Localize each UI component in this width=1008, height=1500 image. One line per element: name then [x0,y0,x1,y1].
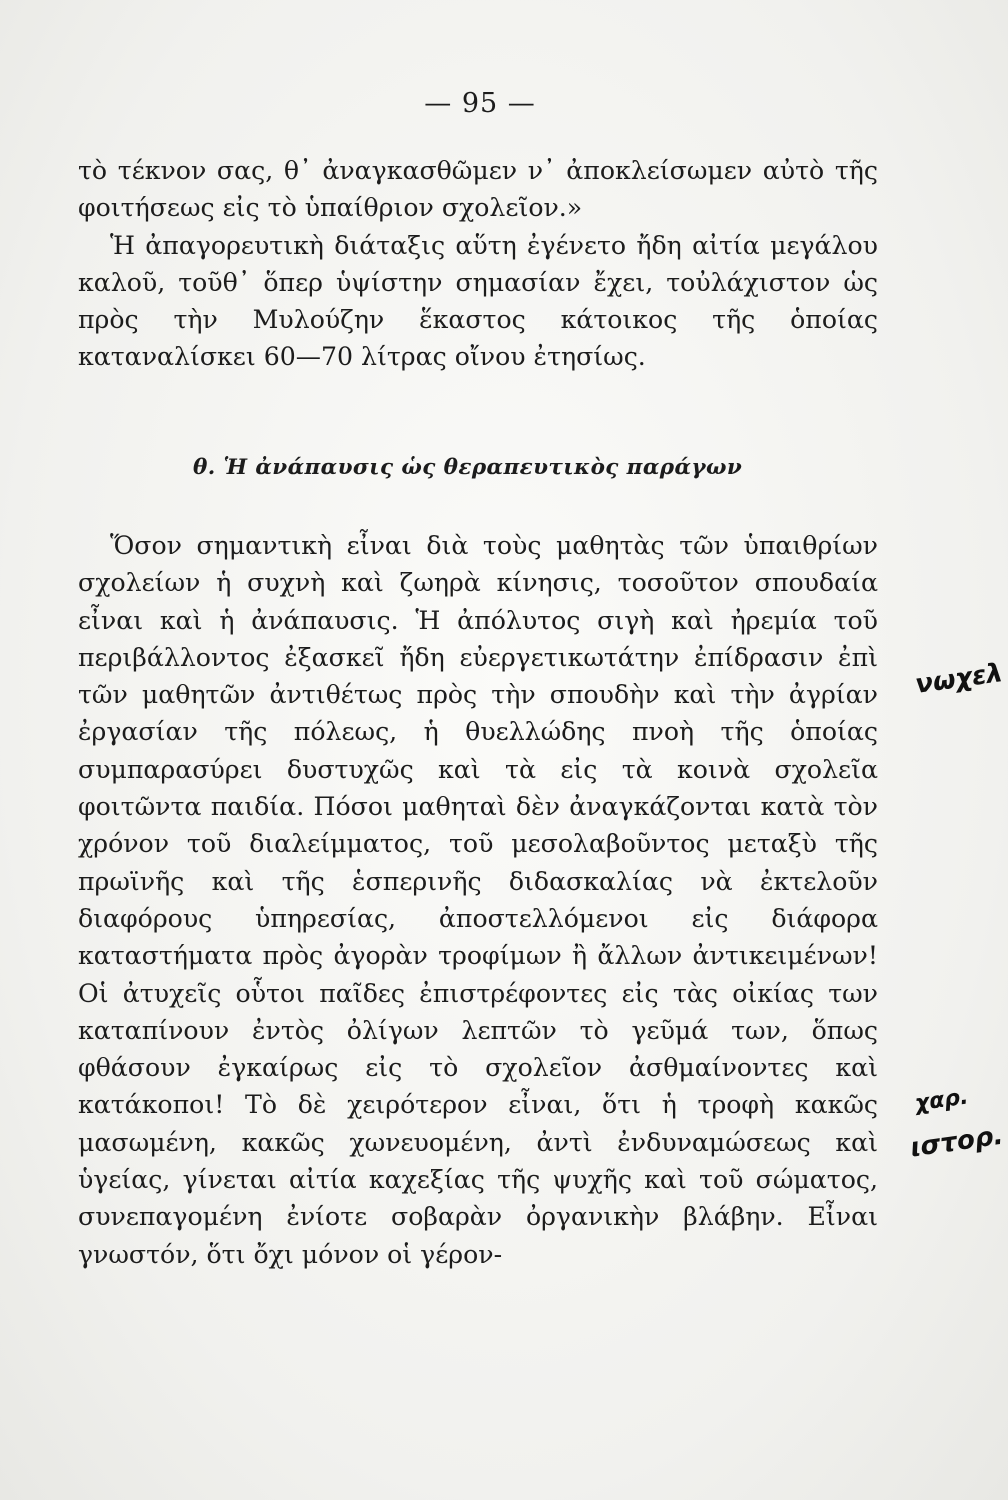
handwritten-margin-note: χαρ. [913,1084,970,1117]
handwritten-margin-note: νωχελ [913,658,1005,700]
paragraph-1-continuation: τὸ τέκνον σας, θ᾽ ἀναγκασθῶμεν ν᾽ ἀποκλείσωμεν αὐτὸ τῆς φοιτήσεως εἰς τὸ ὑπαίθριον σχολεῖον.» [78,156,878,223]
handwritten-margin-note: ιστορ. [908,1120,1005,1164]
paragraph-1-body: Ἡ ἀπαγορευτικὴ διάταξις αὕτη ἐγένετο ἤδη αἰτία μεγάλου καλοῦ, τοῦθ᾽ ὅπερ ὑψίστην σημασίαν ἔχει, τοὐλάχιστον ὡς πρὸς τὴν Μυλούζην ἕκαστος κάτοικος τῆς ὁποίας καταναλίσκει 60—70 λίτρας οἴνου ἐτησίως. [78,230,878,372]
section-heading: θ. Ἡ ἀνάπαυσις ὡς θεραπευτικὸς παράγων [193,455,743,480]
paragraph-2-body: Ὅσον σημαντικὴ εἶναι διὰ τοὺς μαθητὰς τῶν ὑπαιθρίων σχολείων ἡ συχνὴ καὶ ζωηρὰ κίνησις, τοσοῦτον σπουδαία εἶναι καὶ ἡ ἀνάπαυσις. Ἡ ἀπόλυτος σιγὴ καὶ ἠρεμία τοῦ περιβάλλοντος ἐξασκεῖ ἤδη εὐεργετικωτάτην ἐπίδρασιν ἐπὶ τῶν μαθητῶν ἀντιθέτως πρὸς τὴν σπουδὴν καὶ τὴν ἀγρίαν ἐργασίαν τῆς πόλεως, ἡ θυελλώδης πνοὴ τῆς ὁποίας συμπαρασύρει δυστυχῶς καὶ τὰ εἰς τὰ κοινὰ σχολεῖα φοιτῶντα παιδία. Πόσοι μαθηταὶ δὲν ἀναγκάζονται κατὰ τὸν χρόνον τοῦ διαλείμματος, τοῦ μεσολαβοῦντος μεταξὺ τῆς πρωϊνῆς καὶ τῆς ἑσπερινῆς διδασκαλίας νὰ ἐκτελοῦν διαφόρους ὑπηρεσίας, ἀποστελλόμενοι εἰς διάφορα καταστήματα πρὸς ἀγορὰν τροφίμων ἢ ἄλλων ἀντικειμένων! Οἱ ἀτυχεῖς οὗτοι παῖδες ἐπιστρέφοντες εἰς τὰς οἰκίας των καταπίνουν ἐντὸς ὀλίγων λεπτῶν τὸ γεῦμά των, ὅπως φθάσουν ἐγκαίρως εἰς τὸ σχολεῖον ἀσθμαίνοντες καὶ κατάκοποι! Τὸ δὲ χειρότερον εἶναι, ὅτι ἡ τροφὴ κακῶς μασωμένη, κακῶς χωνευομένη, ἀντὶ ἐνδυναμώσεως καὶ ὑγείας, γίνεται αἰτία καχεξίας τῆς ψυχῆς καὶ τοῦ σώματος, συνεπαγομένη ἐνίοτε σοβαρὰν ὀργανικὴν βλάβην. Εἶναι γνωστόν, ὅτι ὄχι μόνον οἱ γέρον- [78,531,878,1269]
paragraph-2 [78,527,878,1273]
paragraph-1 [78,152,878,376]
page-number: — 95 — [424,88,536,119]
